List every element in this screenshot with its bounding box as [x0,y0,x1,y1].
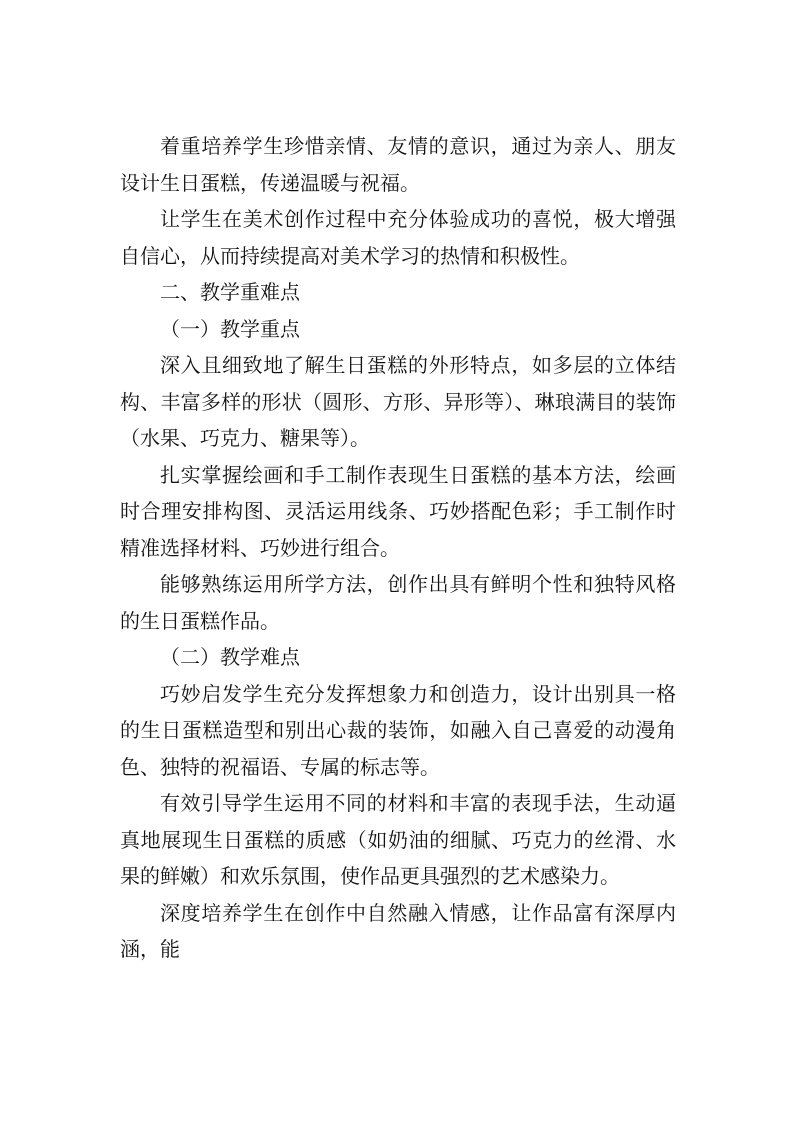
document-body [120,128,676,968]
paragraph-key-point-methods: 扎实掌握绘画和手工制作表现生日蛋糕的基本方法，绘画时合理安排构图、灵活运用线条、巧妙搭配色彩；手工制作时精准选择材料、巧妙进行组合。 [120,462,676,560]
paragraph-goal-emotion: 着重培养学生珍惜亲情、友情的意识，通过为亲人、朋友设计生日蛋糕，传递温暖与祝福。 [120,134,676,195]
paragraph-goal-confidence: 让学生在美术创作过程中充分体验成功的喜悦，极大增强自信心，从而持续提高对美术学习的热情和积极性。 [120,207,676,268]
paragraph-difficult-point-emotion: 深度培养学生在创作中自然融入情感，让作品富有深厚内涵，能 [120,900,676,961]
paragraph-key-point-creation: 能够熟练运用所学方法，创作出具有鲜明个性和独特风格的生日蛋糕作品。 [120,572,676,633]
paragraph-key-point-shape: 深入且细致地了解生日蛋糕的外形特点，如多层的立体结构、丰富多样的形状（圆形、方形、异形等）、琳琅满目的装饰（水果、巧克力、糖果等）。 [120,353,676,450]
section-heading-key-difficult-points: 二、教学重难点 [160,280,300,304]
subsection-heading-key-points: （一）教学重点 [160,316,300,341]
paragraph-difficult-point-imagination: 巧妙启发学生充分发挥想象力和创造力，设计出别具一格的生日蛋糕造型和别出心裁的装饰，如融入自己喜爱的动漫角色、独特的祝福语、专属的标志等。 [120,681,676,779]
subsection-heading-difficult-points: （二）教学难点 [160,645,300,669]
paragraph-difficult-point-materials: 有效引导学生运用不同的材料和丰富的表现手法，生动逼真地展现生日蛋糕的质感（如奶油的细腻、巧克力的丝滑、水果的鲜嫩）和欢乐氛围，使作品更具强烈的艺术感染力。 [120,791,676,888]
